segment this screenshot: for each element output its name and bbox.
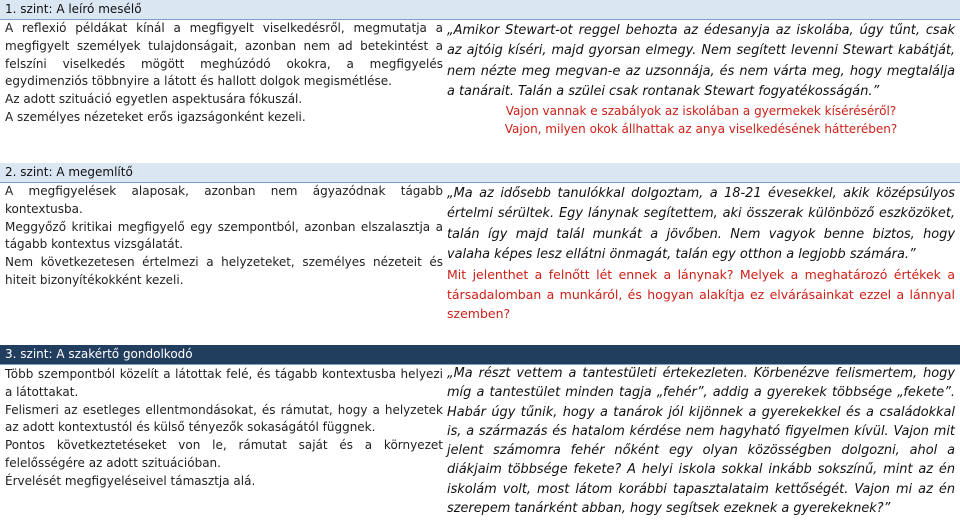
level-2-paragraph: A megfigyelések alaposak, azonban nem ágyazódnak tágabb kontextusba. bbox=[5, 184, 443, 216]
level-1-question: Vajon vannak e szabályok az iskolában a gyermekek kíséréséről? bbox=[505, 104, 897, 119]
level-1-heading: 1. szint: A leíró mesélő bbox=[0, 0, 960, 20]
level-2-question: Mit jelenthet a felnőtt lét ennek a lánynak? Melyek a meghatározó értékek a társadalomban a munkáról, és hogyan alakítja ez elvárásainkat ezzel a lánnyal szemben? bbox=[447, 267, 955, 322]
level-2-quote: „Ma az idősebb tanulókkal dolgoztam, a 18-21 évesekkel, akik középsúlyos értelmi sérültek. Egy lánynak segítettem, aki összerak különböző eszközöket, talán így majd talál munkát a jövőben. Nem vagyok benne biztos, hogy valaha képes lesz ellátni önmagát, talán egy otthon a legjobb számára.” bbox=[447, 186, 955, 262]
level-3-paragraph: Pontos következtetéseket von le, rámutat saját és a környezet felelősségére az adott szituációban. bbox=[5, 438, 443, 470]
level-1-paragraph: Az adott szituáció egyetlen aspektusára fókuszál. bbox=[5, 92, 303, 107]
level-1-example bbox=[447, 21, 955, 138]
level-3-example bbox=[447, 364, 955, 518]
level-3-paragraph: Érvelését megfigyeléseivel támasztja alá. bbox=[5, 473, 256, 488]
level-3-quote: „Ma részt vettem a tantestületi értekezleten. Körbenézve felismertem, hogy míg a tantestület minden tagja „fehér”, addig a gyerekek többsége „fekete”. Habár úgy tűnik, hogy a tanárok jól kijönnek a gyerekekkel és a családokkal is, a származás és hatalom kérdése nem hagyható figyelmen kívül. Vajon mit jelent számomra fehér nőként egy olyan közösségben dolgozni, ahol a diákjaim többsége fekete? A helyi iskola sokkal inkább sokszínű, mint az én iskolám volt, most látom korábbi tapasztalataim kettőségét. Vajon mi az én szerepem tanárként abban, hogy segítsek ezeknek a gyerekeknek?” bbox=[447, 366, 955, 517]
level-1-question: Vajon, milyen okok állhattak az anya viselkedésének hátterében? bbox=[504, 122, 898, 137]
level-3-paragraph: Több szempontból közelít a látottak felé, és tágabb kontextusba helyezi a látottakat. bbox=[5, 367, 443, 399]
level-3-paragraph: Felismeri az esetleges ellentmondásokat, és rámutat, hogy a helyzetek az adott kontextustól és külső tényezők sokaságától függnek. bbox=[5, 402, 443, 435]
level-2-paragraph: Nem következetesen értelmezi a helyzeteket, személyes nézeteit és hiteit bizonyítékokként kezeli. bbox=[5, 255, 443, 287]
level-2-description bbox=[5, 183, 443, 290]
level-3-description bbox=[5, 366, 443, 491]
level-1-quote: „Amikor Stewart-ot reggel behozta az édesanyja az iskolába, úgy tűnt, csak az ajtóig kíséri, majd gyorsan elmegy. Nem segített levenni Stewart kabátját, nem nézte meg megvan-e az uzsonnája, és nem várta meg, hogy megtalálja a tanárait. Talán a szülei csak rontanak Stewart fogyatékosságán.” bbox=[447, 23, 955, 99]
level-1-paragraph: A reflexió példákat kínál a megfigyelt viselkedésről, megmutatja a megfigyelt személyek tulajdonságait, azonban nem ad betekintést a felszíni viselkedés mögött meghúzódó okokra, a megfigyelés egydimenziós többnyire a látott és hallott dolgok megismétlése. bbox=[5, 21, 443, 89]
level-3-heading: 3. szint: A szakértő gondolkodó bbox=[0, 345, 960, 365]
level-2-heading: 2. szint: A megemlítő bbox=[0, 163, 960, 183]
level-2-example bbox=[447, 184, 955, 324]
level-1-paragraph: A személyes nézeteket erős igazságonként kezeli. bbox=[5, 109, 306, 124]
level-2-paragraph: Meggyőző kritikai megfigyelő egy szempontból, azonban elszalasztja a tágabb kontextus vizsgálatát. bbox=[5, 219, 443, 252]
level-1-description bbox=[5, 20, 443, 127]
